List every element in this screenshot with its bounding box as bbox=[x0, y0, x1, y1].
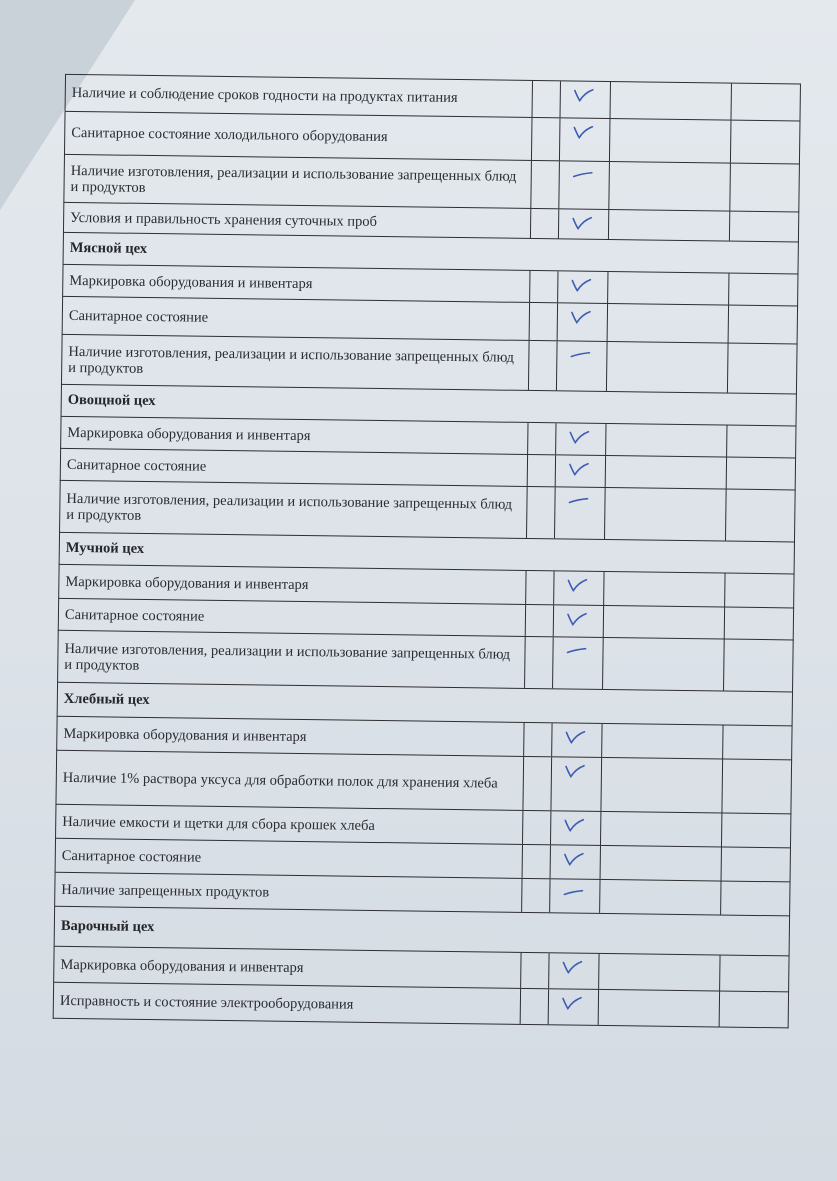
empty-cell bbox=[522, 879, 550, 912]
check-mark-icon bbox=[549, 953, 599, 989]
empty-cell bbox=[527, 455, 555, 486]
criterion-text: Наличие изготовления, реализации и использование запрещенных блюд и продуктов bbox=[64, 155, 531, 208]
criterion-text: Маркировка оборудования и инвентаря bbox=[54, 947, 521, 988]
empty-cell bbox=[724, 640, 792, 692]
empty-cell bbox=[600, 846, 722, 881]
empty-cell bbox=[603, 606, 725, 639]
empty-cell bbox=[603, 638, 725, 691]
empty-cell bbox=[532, 118, 560, 160]
empty-cell bbox=[606, 342, 728, 393]
criterion-text: Маркировка оборудования и инвентаря bbox=[57, 717, 524, 756]
empty-cell bbox=[723, 760, 792, 814]
empty-cell bbox=[531, 209, 559, 238]
criterion-text: Маркировка оборудования и инвентаря bbox=[59, 565, 526, 604]
empty-cell bbox=[730, 164, 798, 212]
empty-cell bbox=[529, 303, 557, 340]
empty-cell bbox=[602, 724, 724, 759]
empty-cell bbox=[526, 571, 554, 604]
empty-cell bbox=[720, 992, 788, 1028]
empty-cell bbox=[524, 723, 552, 756]
check-mark-icon bbox=[551, 811, 601, 845]
check-mark-icon bbox=[551, 757, 602, 811]
criterion-text: Наличие 1% раствора уксуса для обработки полок для хранения хлеба bbox=[56, 751, 523, 810]
empty-cell bbox=[522, 845, 550, 878]
empty-cell bbox=[725, 574, 793, 608]
criterion-text: Санитарное состояние bbox=[63, 297, 530, 340]
check-mark-icon bbox=[548, 989, 598, 1025]
empty-cell bbox=[609, 119, 731, 163]
empty-cell bbox=[727, 426, 795, 458]
empty-cell bbox=[521, 953, 549, 988]
section-title: Овощной цех bbox=[67, 391, 156, 410]
check-mark-icon bbox=[550, 845, 600, 879]
dash-mark-icon bbox=[555, 487, 606, 539]
empty-cell bbox=[732, 84, 800, 121]
criterion-text: Маркировка оборудования и инвентаря bbox=[63, 265, 530, 302]
criterion-text: Наличие емкости и щетки для сбора крошек хлеба bbox=[56, 805, 523, 844]
section-title: Мясной цех bbox=[69, 239, 148, 257]
empty-cell bbox=[725, 608, 793, 640]
check-mark-icon bbox=[555, 455, 605, 487]
empty-cell bbox=[726, 490, 794, 542]
empty-cell bbox=[720, 956, 788, 992]
empty-cell bbox=[532, 81, 560, 117]
check-mark-icon bbox=[557, 303, 607, 341]
dash-mark-icon bbox=[559, 161, 609, 209]
empty-cell bbox=[731, 121, 799, 164]
criterion-text: Наличие изготовления, реализации и использование запрещенных блюд и продуктов bbox=[58, 631, 525, 688]
checklist-row bbox=[55, 751, 792, 815]
section-title: Хлебный цех bbox=[63, 690, 150, 709]
empty-cell bbox=[527, 487, 556, 538]
empty-cell bbox=[605, 488, 727, 541]
empty-cell bbox=[523, 811, 551, 844]
empty-cell bbox=[608, 210, 730, 241]
criterion-text: Санитарное состояние bbox=[59, 599, 526, 636]
criterion-text: Наличие запрещенных продуктов bbox=[55, 873, 522, 912]
criterion-text: Санитарное состояние холодильного оборудования bbox=[65, 112, 532, 160]
empty-cell bbox=[729, 306, 797, 344]
criterion-text: Наличие изготовления, реализации и использование запрещенных блюд и продуктов bbox=[62, 335, 529, 390]
checklist-row bbox=[59, 481, 796, 543]
dash-mark-icon bbox=[557, 341, 607, 391]
empty-cell bbox=[525, 605, 553, 636]
check-mark-icon bbox=[556, 423, 606, 455]
criterion-text: Условия и правильность хранения суточных проб bbox=[64, 203, 531, 238]
empty-cell bbox=[721, 882, 789, 916]
empty-cell bbox=[606, 424, 728, 457]
criterion-text: Наличие изготовления, реализации и использование запрещенных блюд и продуктов bbox=[60, 481, 527, 538]
check-mark-icon bbox=[558, 271, 608, 303]
empty-cell bbox=[529, 341, 558, 390]
check-mark-icon bbox=[560, 118, 610, 161]
empty-cell bbox=[723, 726, 791, 760]
section-title: Варочный цех bbox=[60, 917, 155, 936]
empty-cell bbox=[730, 212, 798, 242]
checklist-row bbox=[57, 631, 794, 693]
empty-cell bbox=[610, 82, 732, 120]
empty-cell bbox=[599, 954, 721, 991]
check-mark-icon bbox=[560, 81, 610, 118]
empty-cell bbox=[722, 814, 790, 848]
empty-cell bbox=[722, 848, 790, 882]
criterion-text: Маркировка оборудования и инвентаря bbox=[61, 417, 528, 454]
empty-cell bbox=[601, 758, 723, 813]
criterion-text: Исправность и состояние электрооборудования bbox=[54, 983, 521, 1024]
empty-cell bbox=[609, 162, 731, 211]
empty-cell bbox=[598, 990, 720, 1027]
empty-cell bbox=[728, 344, 796, 394]
empty-cell bbox=[605, 456, 727, 489]
empty-cell bbox=[528, 423, 556, 454]
section-title: Мучной цех bbox=[65, 539, 145, 557]
check-mark-icon bbox=[553, 605, 603, 637]
criterion-text: Санитарное состояние bbox=[61, 449, 528, 486]
criterion-text: Санитарное состояние bbox=[56, 839, 523, 878]
empty-cell bbox=[729, 274, 797, 306]
check-mark-icon bbox=[554, 571, 604, 605]
empty-cell bbox=[604, 572, 726, 607]
empty-cell bbox=[530, 271, 558, 302]
criterion-text: Наличие и соблюдение сроков годности на продуктах питания bbox=[66, 75, 533, 117]
empty-cell bbox=[523, 757, 552, 810]
check-mark-icon bbox=[559, 209, 609, 239]
empty-cell bbox=[520, 989, 548, 1024]
empty-cell bbox=[531, 161, 560, 208]
empty-cell bbox=[607, 304, 729, 343]
dash-mark-icon bbox=[553, 637, 604, 689]
empty-cell bbox=[600, 880, 722, 915]
check-mark-icon bbox=[552, 723, 602, 757]
empty-cell bbox=[608, 272, 730, 305]
empty-cell bbox=[727, 458, 795, 490]
empty-cell bbox=[525, 637, 554, 688]
empty-cell bbox=[601, 812, 723, 847]
dash-mark-icon bbox=[550, 879, 600, 913]
